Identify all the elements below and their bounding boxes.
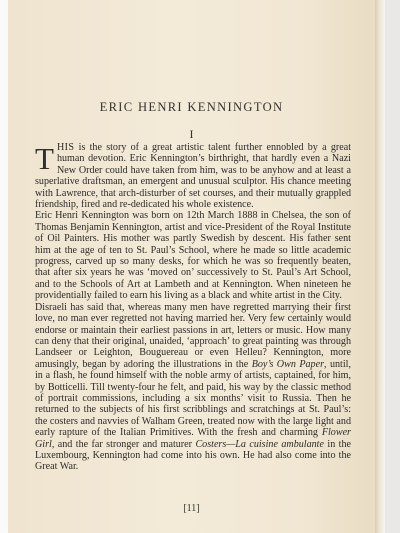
paragraph-1-text: is the story of a great artistic talent further ennobled by a great human devotion. Eric Kennington’s birthright, that hardly even a Nazi New Order could have taken from him, was to be anyhow and at least a superlative draftsman, an emergent and unusual sculptor. His chance meeting with Lawrence, that arch-disturber of set courses, and their mutually grappled friendship, fired and re-dedicated his whole existence. (35, 142, 351, 211)
paragraph-2: Eric Henri Kennington was born on 12th March 1888 in Chelsea, the son of Thomas Benjamin Kennington, artist and vice-President of the Royal Institute of Oil Painters. His mother was partly Swedish by descent. His father sent him at the age of ten to St. Paul’s School, where he made so little academic progress, carved up so many desks, for which he was so frequently beaten, that after six years he was ‘moved on’ successively to St. Paul’s Art School, and to the Schools of Art at Lambeth and at Kennington. When nineteen he providentially failed to earn his living as a black and white artist in the City. (35, 210, 351, 302)
paragraph-3-text-a: Disraeli has said that, whereas many men have regretted marrying their first love, no man ever regretted not having married her. Very few certainly would endorse or maintain their earliest passions in art, letters or music. How many can deny that their original, unaided, ‘approach’ to great painting was through Landseer or Leighton, Bouguereau or even Helleu? Kennington, more amusingly, began by adoring the illustrations in the (35, 301, 351, 370)
book-page (8, 0, 375, 533)
paragraph-3-text-c: , and the far stronger and maturer (51, 438, 196, 450)
title-flower-girl: Flower Girl (35, 427, 351, 450)
paragraph-3-text-d: in the Luxembourg, Kennington had come into his own. He had also come into the Great War. (35, 438, 351, 473)
drop-cap: T (35, 141, 54, 176)
title-costers: Costers—La cuisine ambulante (195, 438, 324, 450)
chapter-heading: ERIC HENRI KENNINGTON (99, 100, 284, 114)
paragraph-3-text-b: , until, in a flash, he found himself with the noble army of artists, captained, for him, by Botticelli. Till twenty-four he felt, and paid, his way by the classic method of portrait commissions, including a six months’ visit to Russia. Then he returned to the subjects of his first scribblings and scratchings at St. Paul’s: the costers and navvies of Walham Green, treated now with the large light and early rapture of the Italian Primitives. With the fresh and charming (35, 358, 351, 439)
paragraph-3 (35, 302, 351, 473)
first-word-rest: HIS (56, 142, 75, 153)
title-boys-own-paper: Boy’s Own Paper (251, 358, 324, 370)
page-number: [11] (183, 503, 200, 514)
section-number: I (189, 127, 194, 141)
body-text (35, 142, 351, 473)
paragraph-1 (35, 142, 351, 210)
